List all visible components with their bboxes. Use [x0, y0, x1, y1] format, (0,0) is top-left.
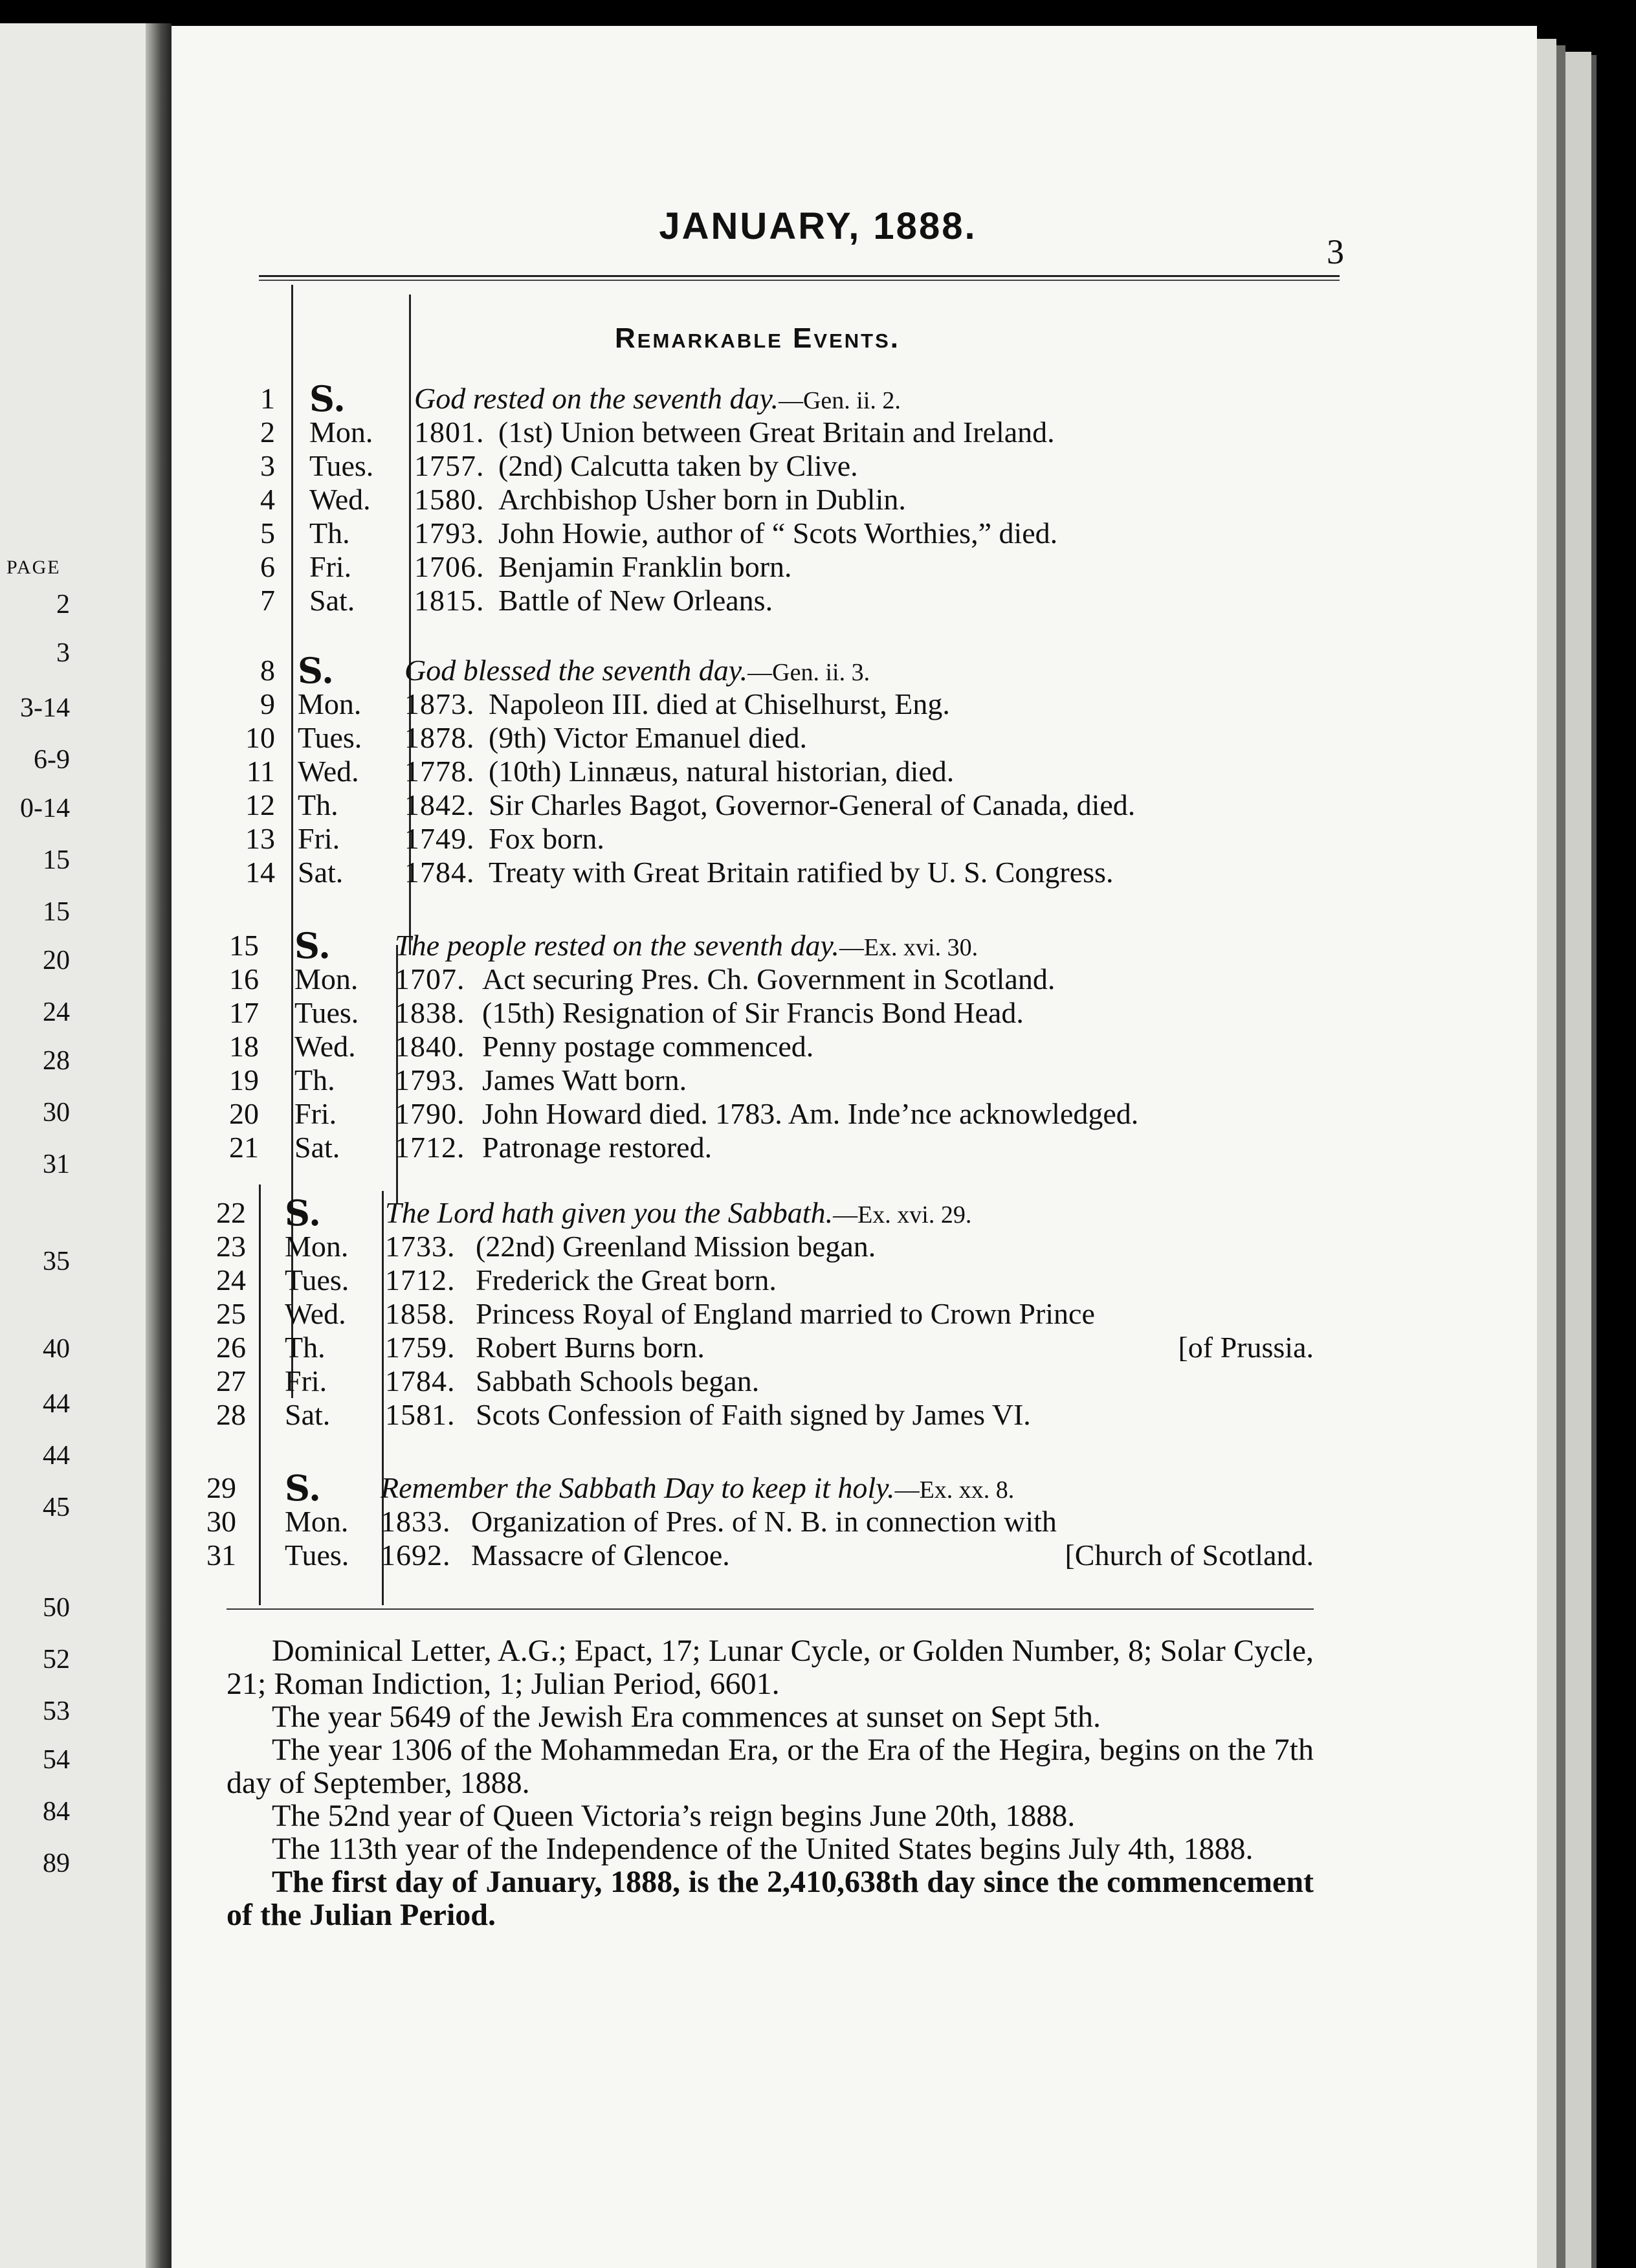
event-description: Princess Royal of England married to Crown Prince — [476, 1297, 1095, 1330]
weekday: Sat. — [294, 1131, 340, 1164]
event-text — [404, 788, 1135, 822]
day-number: 23 — [216, 1230, 246, 1263]
weekday: Th. — [309, 517, 350, 550]
event-year: 1733. — [385, 1230, 456, 1263]
event-year: 1833. — [381, 1505, 451, 1538]
weekday: Wed. — [285, 1297, 346, 1330]
scripture-reference: —Ex. xvi. 29. — [833, 1201, 972, 1228]
table-row — [0, 721, 1359, 755]
page-edge — [1591, 55, 1597, 2268]
event-year: 1712. — [395, 1131, 465, 1164]
table-row — [0, 856, 1359, 889]
note-paragraph: Dominical Letter, A.G.; Epact, 17; Lunar Cycle, or Golden Number, 8; Solar Cycle, 21; Roman Indiction, 1; Julian Period, 6601. — [227, 1634, 1314, 1701]
day-number: 20 — [229, 1097, 259, 1130]
page-reference: 3 — [56, 638, 70, 668]
weekday: Fri. — [294, 1097, 337, 1130]
event-description: Robert Burns born. — [476, 1331, 705, 1364]
footer-rule — [227, 1608, 1314, 1610]
event-description: Treaty with Great Britain ratified by U. S. Congress. — [489, 856, 1114, 889]
note-paragraph: The 113th year of the Independence of the United States begins July 4th, 1888. — [272, 1832, 1254, 1866]
event-text — [414, 449, 858, 483]
page-reference: 15 — [43, 845, 70, 875]
table-row — [0, 517, 1359, 550]
table-row — [0, 1097, 1359, 1131]
event-description: Sir Charles Bagot, Governor-General of Canada, died. — [489, 788, 1136, 821]
event-year: 1793. — [414, 517, 485, 550]
page-reference: 3-14 — [20, 693, 70, 723]
page-reference: 24 — [43, 997, 70, 1027]
event-text — [385, 1364, 759, 1398]
sabbath-marker: S. — [294, 925, 331, 966]
table-row — [0, 1230, 1359, 1263]
scripture-text: The people rested on the seventh day. — [395, 929, 839, 962]
weekday: Wed. — [294, 1030, 356, 1063]
event-year: 1801. — [414, 416, 485, 449]
event-text — [404, 721, 807, 755]
page-edge — [1565, 52, 1591, 2268]
page-reference: 50 — [43, 1593, 70, 1623]
event-year: 1581. — [385, 1398, 456, 1431]
event-text — [414, 483, 906, 517]
sabbath-marker: S. — [285, 1467, 321, 1509]
weekday: Sat. — [298, 856, 344, 889]
day-number: 28 — [216, 1398, 246, 1431]
event-description: Benjamin Franklin born. — [498, 550, 792, 583]
event-year: 1759. — [385, 1331, 456, 1364]
event-text — [395, 1063, 687, 1097]
table-row — [0, 1030, 1359, 1063]
event-text — [395, 929, 978, 964]
day-number: 2 — [260, 416, 275, 449]
table-row — [0, 1505, 1359, 1539]
weekday: Tues. — [285, 1539, 349, 1572]
event-description: Napoleon III. died at Chiselhurst, Eng. — [489, 687, 950, 720]
day-number: 13 — [245, 822, 275, 855]
event-description: Frederick the Great born. — [476, 1263, 777, 1296]
event-text — [404, 654, 870, 689]
weekday: Tues. — [298, 721, 362, 754]
weekday: Sat. — [285, 1398, 331, 1431]
table-row — [0, 584, 1359, 617]
header-rule — [259, 275, 1340, 281]
event-description: Patronage restored. — [482, 1131, 713, 1164]
event-text — [385, 1331, 705, 1364]
event-description: John Howie, author of “ Scots Worthies,” died. — [498, 517, 1058, 550]
event-year: 1707. — [395, 962, 465, 995]
event-year: 1778. — [404, 755, 475, 788]
event-description: (2nd) Calcutta taken by Clive. — [498, 449, 858, 482]
event-text — [414, 382, 901, 417]
sabbath-marker: S. — [298, 650, 334, 691]
event-year: 1712. — [385, 1263, 456, 1296]
day-number: 18 — [229, 1030, 259, 1063]
scripture-reference: —Ex. xvi. 30. — [839, 934, 978, 961]
table-row — [0, 788, 1359, 822]
day-number: 15 — [229, 929, 259, 962]
day-number: 10 — [245, 721, 275, 754]
weekday: Mon. — [309, 416, 373, 449]
page-edge — [1537, 39, 1556, 2268]
table-row — [0, 1263, 1359, 1297]
event-description: (10th) Linnæus, natural historian, died. — [489, 755, 955, 788]
event-description: John Howard died. 1783. Am. Inde’nce acknowledged. — [482, 1097, 1139, 1130]
event-year: 1692. — [381, 1539, 451, 1572]
weekday: Th. — [294, 1063, 335, 1096]
continuation-text: [of Prussia. — [1178, 1331, 1314, 1364]
page-reference: 0-14 — [20, 794, 70, 823]
table-row — [0, 822, 1359, 856]
page-reference: 44 — [43, 1441, 70, 1471]
event-text — [385, 1297, 1095, 1331]
almanac-notes — [227, 1634, 1314, 1931]
note-paragraph: The first day of January, 1888, is the 2,410,638th day since the commencement of the Julian Period. — [227, 1865, 1314, 1932]
page-title: JANUARY, 1888. — [659, 205, 977, 247]
weekday: Tues. — [309, 449, 374, 482]
weekday: Fri. — [309, 550, 352, 583]
event-text — [381, 1505, 1057, 1539]
page-reference: 31 — [43, 1150, 70, 1179]
page-reference: 6-9 — [34, 745, 70, 775]
event-year: 1838. — [395, 996, 465, 1029]
page-reference: 30 — [43, 1098, 70, 1128]
event-year: 1858. — [385, 1297, 456, 1330]
table-row — [0, 1331, 1359, 1364]
day-number: 1 — [260, 382, 275, 415]
weekday: Mon. — [298, 687, 362, 720]
event-description: Organization of Pres. of N. B. in connection with — [471, 1505, 1057, 1538]
event-description: (1st) Union between Great Britain and Ireland. — [498, 416, 1055, 449]
sabbath-marker: S. — [285, 1192, 321, 1234]
table-row — [0, 996, 1359, 1030]
weekday: Mon. — [285, 1230, 349, 1263]
weekday: Tues. — [294, 996, 359, 1029]
page-number: 3 — [1327, 232, 1344, 271]
event-year: 1878. — [404, 721, 475, 754]
event-text — [395, 1030, 813, 1063]
day-number: 29 — [206, 1471, 236, 1504]
event-year: 1842. — [404, 788, 475, 821]
day-number: 27 — [216, 1364, 246, 1397]
section-title: Remarkable Events. — [615, 322, 900, 354]
table-row — [0, 449, 1359, 483]
event-year: 1580. — [414, 483, 485, 516]
day-number: 25 — [216, 1297, 246, 1330]
event-text — [385, 1263, 777, 1297]
day-number: 24 — [216, 1263, 246, 1296]
day-number: 26 — [216, 1331, 246, 1364]
event-year: 1706. — [414, 550, 485, 583]
event-description: James Watt born. — [482, 1063, 687, 1096]
page-reference: 45 — [43, 1493, 70, 1522]
day-number: 8 — [260, 654, 275, 687]
note-paragraph: The 52nd year of Queen Victoria’s reign begins June 20th, 1888. — [272, 1799, 1076, 1833]
event-text — [414, 550, 792, 584]
scripture-reference: —Ex. xx. 8. — [894, 1476, 1015, 1504]
event-text — [381, 1539, 730, 1572]
weekday: Mon. — [285, 1505, 349, 1538]
event-description: Penny postage commenced. — [482, 1030, 814, 1063]
weekday: Wed. — [298, 755, 359, 788]
note-paragraph: The year 1306 of the Mohammedan Era, or the Era of the Hegira, begins on the 7th day of September, 1888. — [227, 1733, 1314, 1800]
event-year: 1840. — [395, 1030, 465, 1063]
table-row — [0, 550, 1359, 584]
day-number: 6 — [260, 550, 275, 583]
day-number: 19 — [229, 1063, 259, 1096]
event-year: 1784. — [404, 856, 475, 889]
event-text — [395, 1097, 1138, 1131]
page-reference: 2 — [56, 590, 70, 619]
table-row — [0, 483, 1359, 517]
page-reference: 20 — [43, 946, 70, 975]
page-reference: 35 — [43, 1247, 70, 1276]
event-year: 1873. — [404, 687, 475, 720]
continuation-text: [Church of Scotland. — [1065, 1539, 1314, 1572]
event-year: 1815. — [414, 584, 485, 617]
page-reference: 89 — [43, 1849, 70, 1878]
event-text — [404, 822, 604, 856]
event-description: Massacre of Glencoe. — [471, 1539, 730, 1572]
event-description: Scots Confession of Faith signed by James VI. — [476, 1398, 1031, 1431]
day-number: 4 — [260, 483, 275, 516]
table-row — [0, 378, 1359, 419]
day-number: 7 — [260, 584, 275, 617]
table-row — [0, 416, 1359, 449]
event-year: 1757. — [414, 449, 485, 482]
event-description: (9th) Victor Emanuel died. — [489, 721, 808, 754]
event-text — [404, 856, 1113, 889]
event-description: (22nd) Greenland Mission began. — [476, 1230, 876, 1263]
weekday: Th. — [298, 788, 338, 821]
event-description: Battle of New Orleans. — [498, 584, 773, 617]
scripture-text: God blessed the seventh day. — [404, 654, 748, 687]
day-number: 30 — [206, 1505, 236, 1538]
event-text — [385, 1230, 876, 1263]
page-reference: 40 — [43, 1334, 70, 1364]
event-text — [385, 1398, 1031, 1432]
table-row — [0, 925, 1359, 966]
event-text — [381, 1471, 1014, 1507]
day-number: 3 — [260, 449, 275, 482]
table-row — [0, 650, 1359, 691]
weekday: Sat. — [309, 584, 355, 617]
weekday: Wed. — [309, 483, 371, 516]
event-description: (15th) Resignation of Sir Francis Bond Head. — [482, 996, 1024, 1029]
scripture-text: The Lord hath given you the Sabbath. — [385, 1196, 834, 1229]
event-year: 1793. — [395, 1063, 465, 1096]
weekday: Tues. — [285, 1263, 349, 1296]
event-text — [414, 584, 773, 617]
table-row — [0, 755, 1359, 788]
page-reference: 15 — [43, 897, 70, 927]
event-description: Fox born. — [489, 822, 604, 855]
event-description: Sabbath Schools began. — [476, 1364, 760, 1397]
day-number: 12 — [245, 788, 275, 821]
page-reference: 52 — [43, 1645, 70, 1674]
event-text — [404, 755, 954, 788]
weekday: Fri. — [298, 822, 340, 855]
event-text — [414, 416, 1055, 449]
table-row — [0, 1131, 1359, 1164]
day-number: 16 — [229, 962, 259, 995]
scripture-text: Remember the Sabbath Day to keep it holy. — [381, 1471, 895, 1504]
table-row — [0, 1297, 1359, 1331]
weekday: Th. — [285, 1331, 326, 1364]
page-reference: 54 — [43, 1745, 70, 1775]
table-row — [0, 687, 1359, 721]
note-paragraph: The year 5649 of the Jewish Era commences at sunset on Sept 5th. — [272, 1700, 1101, 1734]
weekday: Fri. — [285, 1364, 327, 1397]
scripture-text: God rested on the seventh day. — [414, 382, 779, 415]
event-year: 1784. — [385, 1364, 456, 1397]
day-number: 11 — [246, 755, 275, 788]
table-row — [0, 1364, 1359, 1398]
page-reference: 84 — [43, 1797, 70, 1827]
page-edge — [1556, 45, 1565, 2268]
scripture-reference: —Gen. ii. 2. — [778, 387, 901, 414]
day-number: 5 — [260, 517, 275, 550]
event-year: 1790. — [395, 1097, 465, 1130]
event-text — [414, 517, 1057, 550]
page-reference: 28 — [43, 1046, 70, 1076]
event-text — [404, 687, 950, 721]
table-row — [0, 1192, 1359, 1234]
page-reference: 44 — [43, 1389, 70, 1419]
event-text — [395, 996, 1024, 1030]
event-text — [395, 962, 1055, 996]
event-description: Archbishop Usher born in Dublin. — [498, 483, 906, 516]
event-text — [385, 1196, 971, 1232]
table-row — [0, 1539, 1359, 1572]
weekday: Mon. — [294, 962, 359, 995]
day-number: 31 — [206, 1539, 236, 1572]
table-row — [0, 1398, 1359, 1432]
sabbath-marker: S. — [309, 378, 346, 419]
scripture-reference: —Gen. ii. 3. — [747, 659, 870, 686]
event-description: Act securing Pres. Ch. Government in Scotland. — [482, 962, 1056, 995]
day-number: 21 — [229, 1131, 259, 1164]
table-row — [0, 962, 1359, 996]
table-row — [0, 1063, 1359, 1097]
day-number: 14 — [245, 856, 275, 889]
event-text — [395, 1131, 712, 1164]
day-number: 9 — [260, 687, 275, 720]
day-number: 17 — [229, 996, 259, 1029]
day-number: 22 — [216, 1196, 246, 1229]
page-column-label: PAGE — [6, 557, 61, 578]
event-year: 1749. — [404, 822, 475, 855]
page-reference: 53 — [43, 1696, 70, 1726]
